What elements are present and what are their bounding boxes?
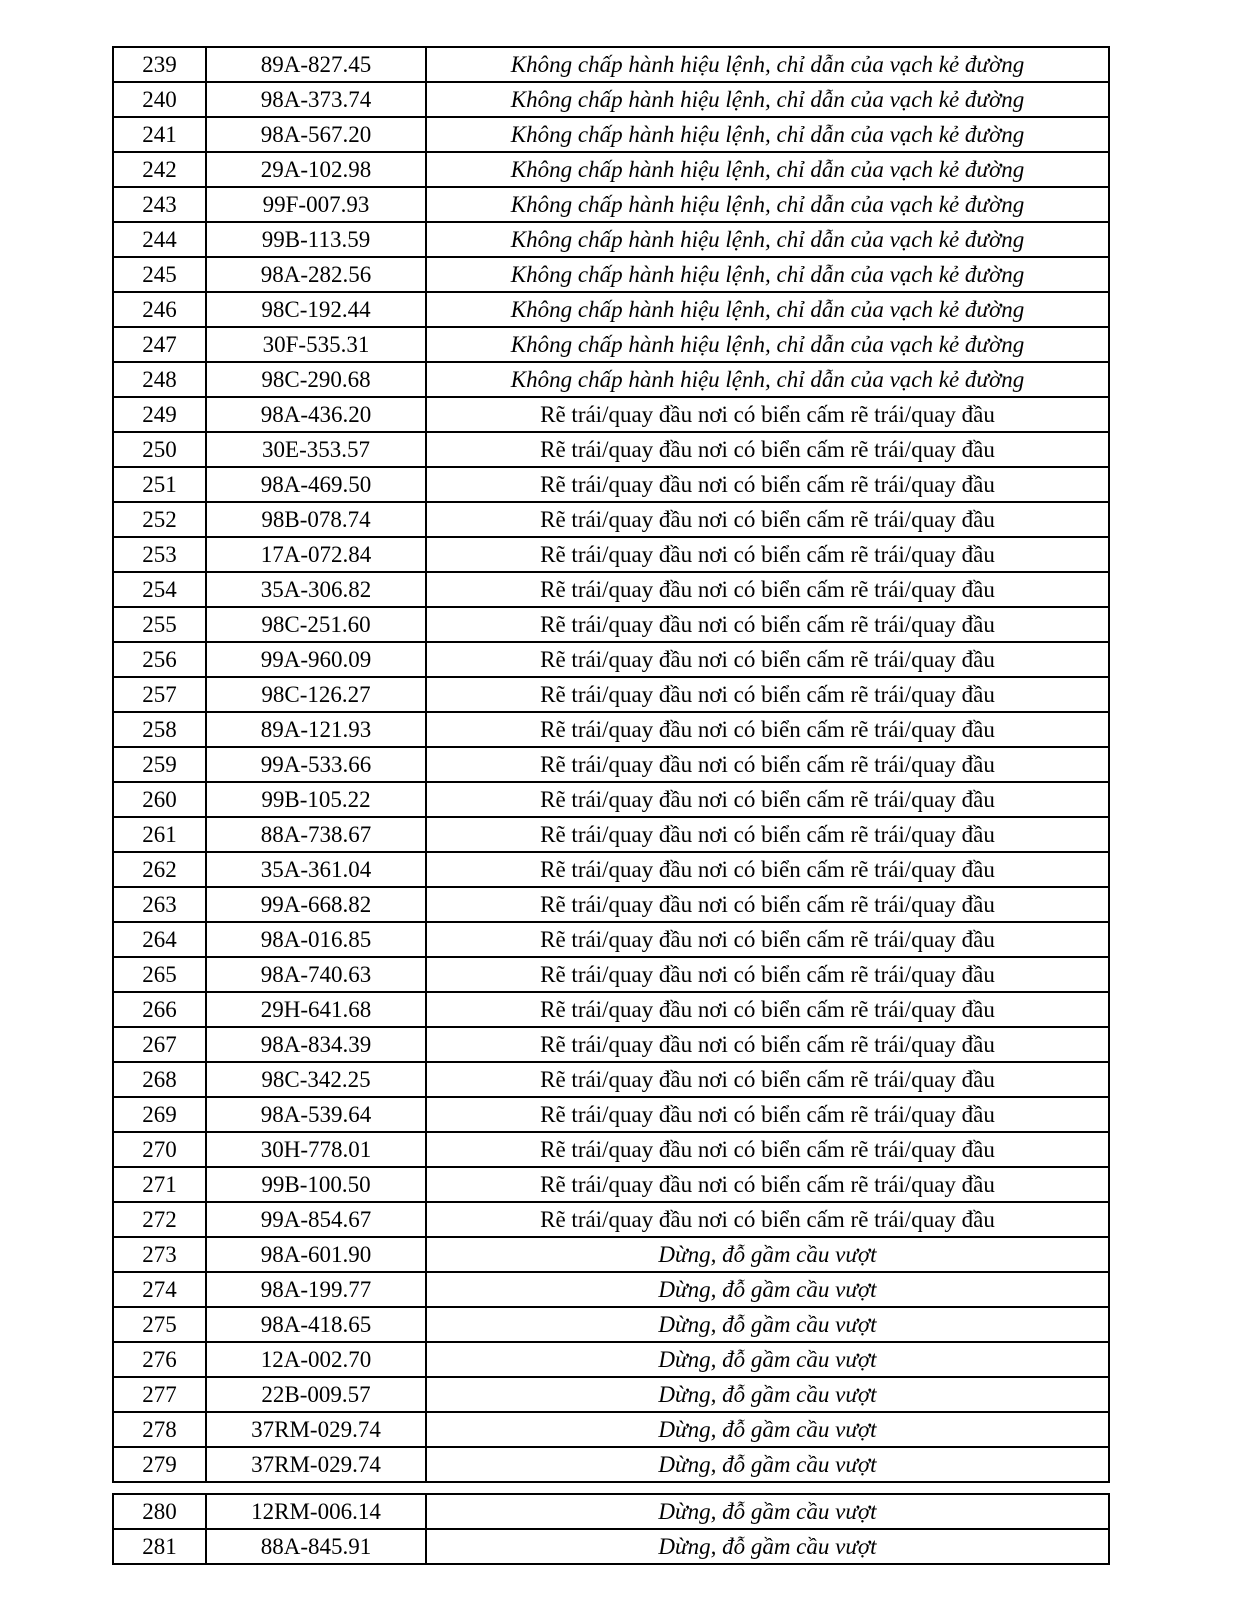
- table-row: [113, 852, 1109, 887]
- license-plate-cell: 99B-105.22: [206, 782, 426, 817]
- license-plate-cell: 12A-002.70: [206, 1342, 426, 1377]
- license-plate-cell: 29A-102.98: [206, 152, 426, 187]
- violation-cell: Không chấp hành hiệu lệnh, chỉ dẫn của vạch kẻ đường: [426, 362, 1109, 397]
- table-row: [113, 432, 1109, 467]
- table-row: [113, 747, 1109, 782]
- license-plate-cell: 98C-126.27: [206, 677, 426, 712]
- license-plate-cell: 98A-740.63: [206, 957, 426, 992]
- license-plate-cell: 88A-738.67: [206, 817, 426, 852]
- license-plate-cell: 99F-007.93: [206, 187, 426, 222]
- violation-cell: Dừng, đỗ gầm cầu vượt: [426, 1272, 1109, 1307]
- table-row: [113, 187, 1109, 222]
- table-row: [113, 922, 1109, 957]
- row-number-cell: 278: [113, 1412, 206, 1447]
- table-row: [113, 1237, 1109, 1272]
- violation-cell: Dừng, đỗ gầm cầu vượt: [426, 1307, 1109, 1342]
- row-number-cell: 259: [113, 747, 206, 782]
- license-plate-cell: 37RM-029.74: [206, 1412, 426, 1447]
- row-number-cell: 257: [113, 677, 206, 712]
- license-plate-cell: 98A-418.65: [206, 1307, 426, 1342]
- license-plate-cell: 98A-199.77: [206, 1272, 426, 1307]
- table-row: [113, 1097, 1109, 1132]
- table-row: [113, 1494, 1109, 1529]
- license-plate-cell: 89A-121.93: [206, 712, 426, 747]
- license-plate-cell: 37RM-029.74: [206, 1447, 426, 1482]
- table-row: [113, 677, 1109, 712]
- table-row: [113, 607, 1109, 642]
- license-plate-cell: 98A-567.20: [206, 117, 426, 152]
- row-number-cell: 269: [113, 1097, 206, 1132]
- license-plate-cell: 98B-078.74: [206, 502, 426, 537]
- violation-cell: Rẽ trái/quay đầu nơi có biển cấm rẽ trái/quay đầu: [426, 922, 1109, 957]
- license-plate-cell: 98A-436.20: [206, 397, 426, 432]
- row-number-cell: 272: [113, 1202, 206, 1237]
- license-plate-cell: 99B-113.59: [206, 222, 426, 257]
- license-plate-cell: 98A-834.39: [206, 1027, 426, 1062]
- row-number-cell: 275: [113, 1307, 206, 1342]
- violation-cell: Rẽ trái/quay đầu nơi có biển cấm rẽ trái/quay đầu: [426, 572, 1109, 607]
- table-row: [113, 1529, 1109, 1564]
- license-plate-cell: 99A-854.67: [206, 1202, 426, 1237]
- violation-cell: Không chấp hành hiệu lệnh, chỉ dẫn của vạch kẻ đường: [426, 47, 1109, 82]
- violation-cell: Rẽ trái/quay đầu nơi có biển cấm rẽ trái/quay đầu: [426, 712, 1109, 747]
- row-number-cell: 280: [113, 1494, 206, 1529]
- row-number-cell: 251: [113, 467, 206, 502]
- row-number-cell: 256: [113, 642, 206, 677]
- violation-cell: Rẽ trái/quay đầu nơi có biển cấm rẽ trái/quay đầu: [426, 1167, 1109, 1202]
- violation-cell: Rẽ trái/quay đầu nơi có biển cấm rẽ trái/quay đầu: [426, 1062, 1109, 1097]
- license-plate-cell: 30F-535.31: [206, 327, 426, 362]
- violation-cell: Không chấp hành hiệu lệnh, chỉ dẫn của vạch kẻ đường: [426, 292, 1109, 327]
- license-plate-cell: 30H-778.01: [206, 1132, 426, 1167]
- violation-cell: Dừng, đỗ gầm cầu vượt: [426, 1494, 1109, 1529]
- row-number-cell: 254: [113, 572, 206, 607]
- row-number-cell: 267: [113, 1027, 206, 1062]
- violation-cell: Dừng, đỗ gầm cầu vượt: [426, 1237, 1109, 1272]
- violation-cell: Rẽ trái/quay đầu nơi có biển cấm rẽ trái/quay đầu: [426, 1097, 1109, 1132]
- row-number-cell: 243: [113, 187, 206, 222]
- license-plate-cell: 88A-845.91: [206, 1529, 426, 1564]
- row-number-cell: 248: [113, 362, 206, 397]
- violation-cell: Dừng, đỗ gầm cầu vượt: [426, 1377, 1109, 1412]
- table-row: [113, 992, 1109, 1027]
- license-plate-cell: 99A-960.09: [206, 642, 426, 677]
- violation-cell: Không chấp hành hiệu lệnh, chỉ dẫn của vạch kẻ đường: [426, 82, 1109, 117]
- license-plate-cell: 98A-601.90: [206, 1237, 426, 1272]
- row-number-cell: 260: [113, 782, 206, 817]
- row-number-cell: 255: [113, 607, 206, 642]
- table-row: [113, 712, 1109, 747]
- table-row: [113, 1342, 1109, 1377]
- row-number-cell: 239: [113, 47, 206, 82]
- violation-cell: Rẽ trái/quay đầu nơi có biển cấm rẽ trái/quay đầu: [426, 1132, 1109, 1167]
- table-row: [113, 537, 1109, 572]
- violation-cell: Không chấp hành hiệu lệnh, chỉ dẫn của vạch kẻ đường: [426, 187, 1109, 222]
- row-number-cell: 276: [113, 1342, 206, 1377]
- row-number-cell: 263: [113, 887, 206, 922]
- license-plate-cell: 17A-072.84: [206, 537, 426, 572]
- table-row: [113, 1132, 1109, 1167]
- license-plate-cell: 22B-009.57: [206, 1377, 426, 1412]
- row-number-cell: 249: [113, 397, 206, 432]
- table-row: [113, 502, 1109, 537]
- table-row: [113, 1377, 1109, 1412]
- table-row: [113, 47, 1109, 82]
- license-plate-cell: 98A-539.64: [206, 1097, 426, 1132]
- license-plate-cell: 98C-192.44: [206, 292, 426, 327]
- row-number-cell: 279: [113, 1447, 206, 1482]
- violation-cell: Dừng, đỗ gầm cầu vượt: [426, 1342, 1109, 1377]
- violation-table-block-1: [112, 46, 1110, 1483]
- license-plate-cell: 98A-016.85: [206, 922, 426, 957]
- table-row: [113, 1307, 1109, 1342]
- table-row: [113, 467, 1109, 502]
- violation-cell: Không chấp hành hiệu lệnh, chỉ dẫn của vạch kẻ đường: [426, 117, 1109, 152]
- violation-cell: Dừng, đỗ gầm cầu vượt: [426, 1412, 1109, 1447]
- violation-table-block-2: [112, 1493, 1110, 1565]
- row-number-cell: 240: [113, 82, 206, 117]
- violation-cell: Không chấp hành hiệu lệnh, chỉ dẫn của vạch kẻ đường: [426, 222, 1109, 257]
- violation-cell: Dừng, đỗ gầm cầu vượt: [426, 1529, 1109, 1564]
- row-number-cell: 281: [113, 1529, 206, 1564]
- violation-cell: Rẽ trái/quay đầu nơi có biển cấm rẽ trái/quay đầu: [426, 852, 1109, 887]
- license-plate-cell: 29H-641.68: [206, 992, 426, 1027]
- license-plate-cell: 98A-282.56: [206, 257, 426, 292]
- row-number-cell: 245: [113, 257, 206, 292]
- row-number-cell: 258: [113, 712, 206, 747]
- table-row: [113, 292, 1109, 327]
- violation-table-container: [112, 46, 1108, 1565]
- table-row: [113, 887, 1109, 922]
- table-row: [113, 1167, 1109, 1202]
- license-plate-cell: 98A-469.50: [206, 467, 426, 502]
- row-number-cell: 250: [113, 432, 206, 467]
- table-row: [113, 782, 1109, 817]
- table-row: [113, 1062, 1109, 1097]
- violation-cell: Không chấp hành hiệu lệnh, chỉ dẫn của vạch kẻ đường: [426, 257, 1109, 292]
- license-plate-cell: 12RM-006.14: [206, 1494, 426, 1529]
- license-plate-cell: 89A-827.45: [206, 47, 426, 82]
- violation-cell: Rẽ trái/quay đầu nơi có biển cấm rẽ trái/quay đầu: [426, 467, 1109, 502]
- table-row: [113, 1272, 1109, 1307]
- row-number-cell: 242: [113, 152, 206, 187]
- table-row: [113, 152, 1109, 187]
- table-row: [113, 572, 1109, 607]
- table-row: [113, 117, 1109, 152]
- violation-cell: Rẽ trái/quay đầu nơi có biển cấm rẽ trái/quay đầu: [426, 782, 1109, 817]
- license-plate-cell: 98C-251.60: [206, 607, 426, 642]
- table-row: [113, 362, 1109, 397]
- violation-cell: Rẽ trái/quay đầu nơi có biển cấm rẽ trái/quay đầu: [426, 607, 1109, 642]
- table-row: [113, 1412, 1109, 1447]
- violation-cell: Rẽ trái/quay đầu nơi có biển cấm rẽ trái/quay đầu: [426, 1027, 1109, 1062]
- violation-cell: Dừng, đỗ gầm cầu vượt: [426, 1447, 1109, 1482]
- row-number-cell: 241: [113, 117, 206, 152]
- violation-cell: Rẽ trái/quay đầu nơi có biển cấm rẽ trái/quay đầu: [426, 432, 1109, 467]
- violation-cell: Rẽ trái/quay đầu nơi có biển cấm rẽ trái/quay đầu: [426, 642, 1109, 677]
- row-number-cell: 270: [113, 1132, 206, 1167]
- violation-cell: Rẽ trái/quay đầu nơi có biển cấm rẽ trái/quay đầu: [426, 992, 1109, 1027]
- table-row: [113, 642, 1109, 677]
- violation-cell: Rẽ trái/quay đầu nơi có biển cấm rẽ trái/quay đầu: [426, 817, 1109, 852]
- license-plate-cell: 30E-353.57: [206, 432, 426, 467]
- violation-cell: Rẽ trái/quay đầu nơi có biển cấm rẽ trái/quay đầu: [426, 887, 1109, 922]
- license-plate-cell: 35A-361.04: [206, 852, 426, 887]
- license-plate-cell: 99A-668.82: [206, 887, 426, 922]
- row-number-cell: 252: [113, 502, 206, 537]
- table-row: [113, 1027, 1109, 1062]
- row-number-cell: 271: [113, 1167, 206, 1202]
- license-plate-cell: 99B-100.50: [206, 1167, 426, 1202]
- row-number-cell: 253: [113, 537, 206, 572]
- row-number-cell: 247: [113, 327, 206, 362]
- violation-cell: Không chấp hành hiệu lệnh, chỉ dẫn của vạch kẻ đường: [426, 327, 1109, 362]
- violation-cell: Rẽ trái/quay đầu nơi có biển cấm rẽ trái/quay đầu: [426, 537, 1109, 572]
- violation-cell: Rẽ trái/quay đầu nơi có biển cấm rẽ trái/quay đầu: [426, 397, 1109, 432]
- violation-cell: Rẽ trái/quay đầu nơi có biển cấm rẽ trái/quay đầu: [426, 1202, 1109, 1237]
- license-plate-cell: 35A-306.82: [206, 572, 426, 607]
- row-number-cell: 273: [113, 1237, 206, 1272]
- row-number-cell: 264: [113, 922, 206, 957]
- license-plate-cell: 99A-533.66: [206, 747, 426, 782]
- table-row: [113, 957, 1109, 992]
- row-number-cell: 265: [113, 957, 206, 992]
- table-row: [113, 82, 1109, 117]
- violation-cell: Rẽ trái/quay đầu nơi có biển cấm rẽ trái/quay đầu: [426, 747, 1109, 782]
- row-number-cell: 246: [113, 292, 206, 327]
- row-number-cell: 266: [113, 992, 206, 1027]
- row-number-cell: 262: [113, 852, 206, 887]
- table-row: [113, 817, 1109, 852]
- violation-cell: Rẽ trái/quay đầu nơi có biển cấm rẽ trái/quay đầu: [426, 677, 1109, 712]
- row-number-cell: 244: [113, 222, 206, 257]
- table-row: [113, 397, 1109, 432]
- table-row: [113, 1202, 1109, 1237]
- license-plate-cell: 98C-342.25: [206, 1062, 426, 1097]
- row-number-cell: 268: [113, 1062, 206, 1097]
- table-row: [113, 257, 1109, 292]
- table-row: [113, 327, 1109, 362]
- license-plate-cell: 98A-373.74: [206, 82, 426, 117]
- table-row: [113, 222, 1109, 257]
- row-number-cell: 261: [113, 817, 206, 852]
- row-number-cell: 277: [113, 1377, 206, 1412]
- row-number-cell: 274: [113, 1272, 206, 1307]
- violation-cell: Không chấp hành hiệu lệnh, chỉ dẫn của vạch kẻ đường: [426, 152, 1109, 187]
- table-row: [113, 1447, 1109, 1482]
- license-plate-cell: 98C-290.68: [206, 362, 426, 397]
- violation-cell: Rẽ trái/quay đầu nơi có biển cấm rẽ trái/quay đầu: [426, 957, 1109, 992]
- violation-cell: Rẽ trái/quay đầu nơi có biển cấm rẽ trái/quay đầu: [426, 502, 1109, 537]
